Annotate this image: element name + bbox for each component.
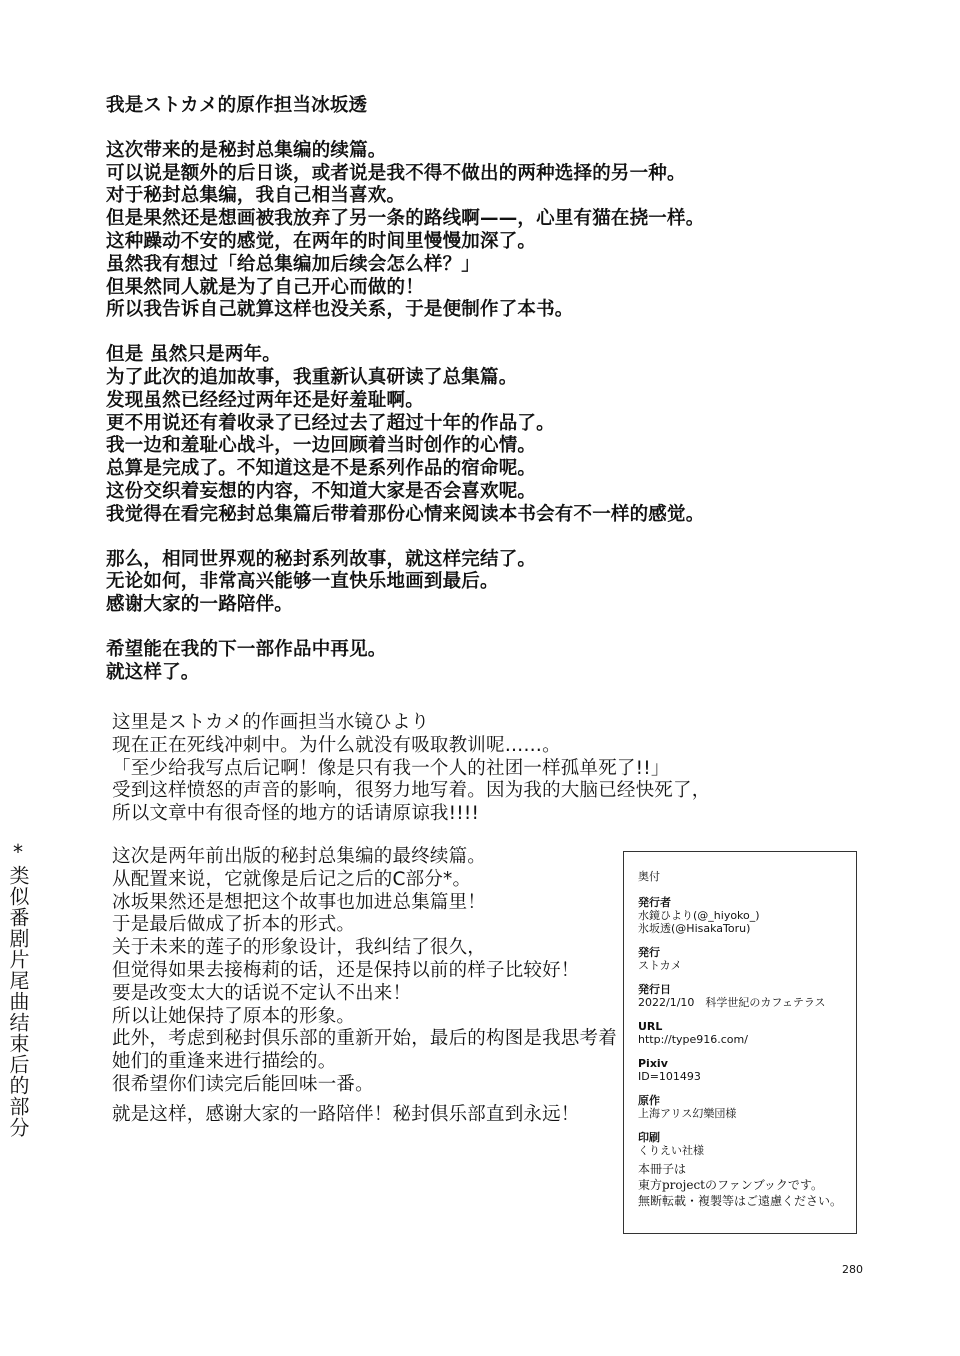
- text-line: 要是改变太大的话说不定认不出来！: [112, 982, 412, 1004]
- colophon-value: ID=101493: [638, 1070, 701, 1083]
- colophon-label: 発行日: [638, 983, 671, 996]
- text-line: 这里是ストカメ的作画担当水镜ひより: [112, 712, 430, 733]
- footnote-vertical: *类似番剧片尾曲结束后的部分: [6, 840, 30, 1138]
- text-line: 虽然我有想过「给总集编加后续会怎么样？」: [106, 253, 481, 275]
- text-line: 她们的重逢来进行描绘的。: [112, 1051, 337, 1073]
- colophon-label: 発行者: [638, 896, 671, 909]
- text-line: 但果然同人就是为了自己开心而做的！: [106, 276, 424, 298]
- text-line: 这份交织着妄想的内容，不知道大家是否会喜欢呢。: [106, 480, 537, 502]
- text-line: 我是ストカメ的原作担当冰坂透: [106, 95, 368, 116]
- text-line: 这次是两年前出版的秘封总集编的最终续篇。: [112, 846, 487, 867]
- text-line: 但是 虽然只是两年。: [106, 344, 281, 366]
- colophon-note-line: 無断転載・複製等はご遠慮ください。: [638, 1194, 843, 1208]
- text-line: 总算是完成了。不知道这是不是系列作品的宿命呢。: [106, 458, 537, 480]
- text-line: 所以文章中有很奇怪的地方的话请原谅我!!!!: [112, 803, 480, 825]
- colophon-label: 発行: [638, 946, 660, 959]
- text-line: 从配置来说，它就像是后记之后的C部分*。: [112, 868, 472, 890]
- text-line: 但觉得如果去接梅莉的话，还是保持以前的样子比较好！: [112, 959, 580, 981]
- text-line: 发现虽然已经经过两年还是好羞耻啊。: [106, 389, 424, 411]
- text-line: 希望能在我的下一部作品中再见。: [106, 638, 387, 660]
- colophon-entry-url: [638, 1020, 856, 1046]
- text-line: 为了此次的追加故事，我重新认真研读了总集篇。: [106, 366, 518, 388]
- text-line: 所以让她保持了原本的形象。: [112, 1005, 356, 1027]
- colophon-entry-issuer: [638, 946, 856, 972]
- colophon-entry-printer: [638, 1131, 856, 1157]
- closing-line: 就是这样，感谢大家的一路陪伴！秘封倶乐部直到永远！: [112, 1104, 580, 1125]
- colophon-value: http://type916.com/: [638, 1033, 748, 1046]
- colophon-label: 印刷: [638, 1131, 660, 1144]
- text-line: 这种躁动不安的感觉，在两年的时间里慢慢加深了。: [106, 230, 537, 252]
- afterword-writer-section: [106, 95, 704, 685]
- text-line: 但是果然还是想画被我放弃了另一条的路线啊——，心里有猫在挠一样。: [106, 208, 705, 230]
- text-line: 于是最后做成了折本的形式。: [112, 914, 356, 936]
- colophon-note-line: 東方projectのファンブックです。: [638, 1178, 823, 1192]
- colophon-label: 原作: [638, 1094, 660, 1107]
- text-line: 我觉得在看完秘封总集篇后带着那份心情来阅读本书会有不一样的感觉。: [106, 503, 705, 525]
- colophon-value: 水鏡ひより(@_hiyoko_): [638, 909, 760, 922]
- colophon-value: ストカメ: [638, 959, 682, 972]
- page-number: 280: [842, 1263, 863, 1276]
- text-line: 对于秘封总集编，我自己相当喜欢。: [106, 185, 406, 207]
- text-line: 冰坂果然还是想把这个故事也加进总集篇里！: [112, 891, 487, 913]
- colophon-entry-publisher: [638, 896, 856, 935]
- text-line: 更不用说还有着收录了已经过去了超过十年的作品了。: [106, 412, 555, 434]
- colophon-value: くりえい社様: [638, 1144, 704, 1157]
- colophon-box: [623, 851, 857, 1234]
- colophon-entry-date: [638, 983, 856, 1009]
- text-line: 那么，相同世界观的秘封系列故事，就这样完结了。: [106, 548, 537, 570]
- text-line: 受到这样愤怒的声音的影响，很努力地写着。因为我的大脑已经快死了，: [112, 780, 711, 802]
- colophon-label: URL: [638, 1020, 663, 1033]
- text-line: 可以说是额外的后日谈，或者说是我不得不做出的两种选择的另一种。: [106, 162, 686, 184]
- text-line: 所以我告诉自己就算这样也没关系，于是便制作了本书。: [106, 299, 574, 321]
- text-line: 无论如何，非常高兴能够一直快乐地画到最后。: [106, 571, 499, 593]
- afterword-artist-intro: [112, 712, 710, 826]
- colophon-entry-pixiv: [638, 1057, 856, 1083]
- afterword-closing: [112, 1104, 580, 1127]
- colophon-label: Pixiv: [638, 1057, 668, 1070]
- text-line: 这次带来的是秘封总集编的续篇。: [106, 139, 387, 161]
- colophon-value: 2022/1/10 科学世紀のカフェテラス: [638, 996, 826, 1009]
- text-line: 很希望你们读完后能回味一番。: [112, 1073, 374, 1095]
- colophon-value: 氷坂透(@HisakaToru): [638, 922, 751, 935]
- text-line: 感谢大家的一路陪伴。: [106, 594, 294, 616]
- colophon-entry-original: [638, 1094, 856, 1120]
- text-line: 「至少给我写点后记啊！像是只有我一个人的社团一样孤单死了!!」: [112, 757, 670, 779]
- text-line: 就这样了。: [106, 661, 200, 683]
- colophon-note-line: 本冊子は: [638, 1162, 687, 1176]
- text-line: 我一边和羞耻心战斗，一边回顾着当时创作的心情。: [106, 435, 537, 457]
- colophon-value: 上海アリス幻樂団様: [638, 1107, 737, 1120]
- text-line: 此外，考虑到秘封倶乐部的重新开始，最后的构图是我思考着: [112, 1028, 617, 1050]
- text-line: 关于未来的莲子的形象设计，我纠结了很久，: [112, 937, 487, 959]
- colophon-title: 奥付: [638, 870, 660, 883]
- afterword-artist-body: [112, 846, 617, 1097]
- text-line: 现在正在死线冲刺中。为什么就没有吸取教训呢……。: [112, 734, 561, 756]
- colophon-note: [638, 1161, 856, 1209]
